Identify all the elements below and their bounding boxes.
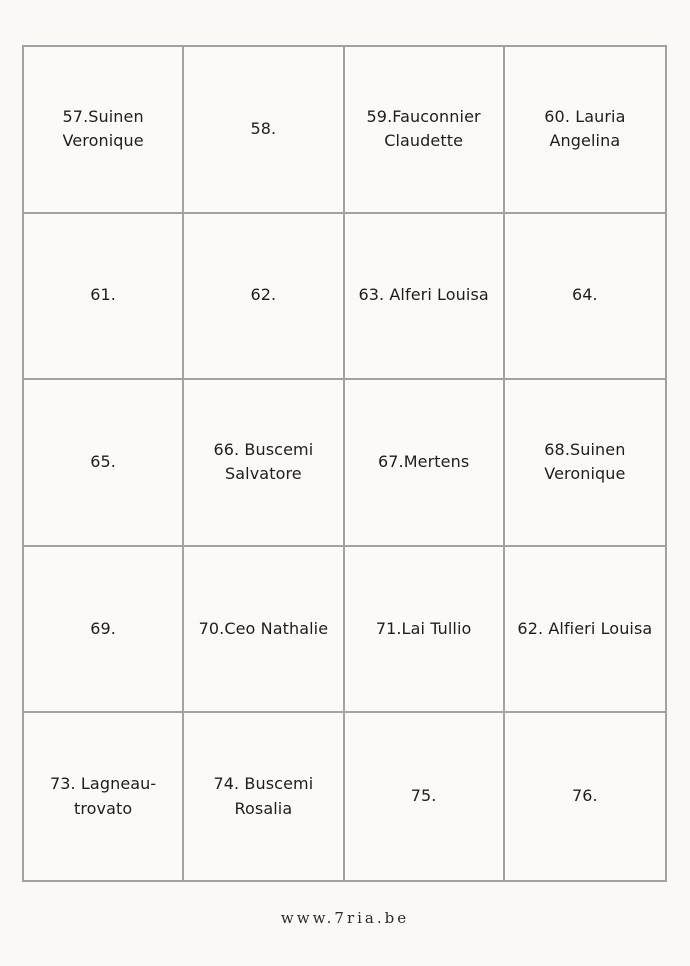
grid-cell-59: 59.Fauconnier Claudette bbox=[345, 47, 505, 214]
grid-cell-63: 63. Alferi Louisa bbox=[345, 214, 505, 381]
grid-cell-72: 62. Alfieri Louisa bbox=[505, 547, 665, 714]
website-url: www.7ria.be bbox=[280, 909, 410, 927]
grid-cell-70: 70.Ceo Nathalie bbox=[184, 547, 344, 714]
grid-cell-57: 57.Suinen Veronique bbox=[24, 47, 184, 214]
grid-cell-76: 76. bbox=[572, 786, 598, 806]
grid-cell-68: 68.Suinen Veronique bbox=[505, 380, 665, 547]
footer bbox=[0, 908, 690, 927]
grid-cell-73: 73. Lagneau-trovato bbox=[24, 713, 184, 880]
grid-cell-64: 64. bbox=[505, 214, 665, 381]
grid-cell-60: 60. Lauria Angelina bbox=[505, 47, 665, 214]
grid-cell-71: 71.Lai Tullio bbox=[345, 547, 505, 714]
name-number-grid bbox=[22, 45, 667, 882]
grid-cell-65: 65. bbox=[24, 380, 184, 547]
grid-cell-66: 66. Buscemi Salvatore bbox=[184, 380, 344, 547]
grid-cell-62: 62. bbox=[184, 214, 344, 381]
grid-cell-69: 69. bbox=[24, 547, 184, 714]
grid-cell-58: 58. bbox=[184, 47, 344, 214]
grid-cell-75: 75. bbox=[345, 713, 505, 880]
grid-cell-67: 67.Mertens bbox=[345, 380, 505, 547]
grid-cell-74: 74. Buscemi Rosalia bbox=[184, 713, 344, 880]
grid-cell-61: 61. bbox=[24, 214, 184, 381]
